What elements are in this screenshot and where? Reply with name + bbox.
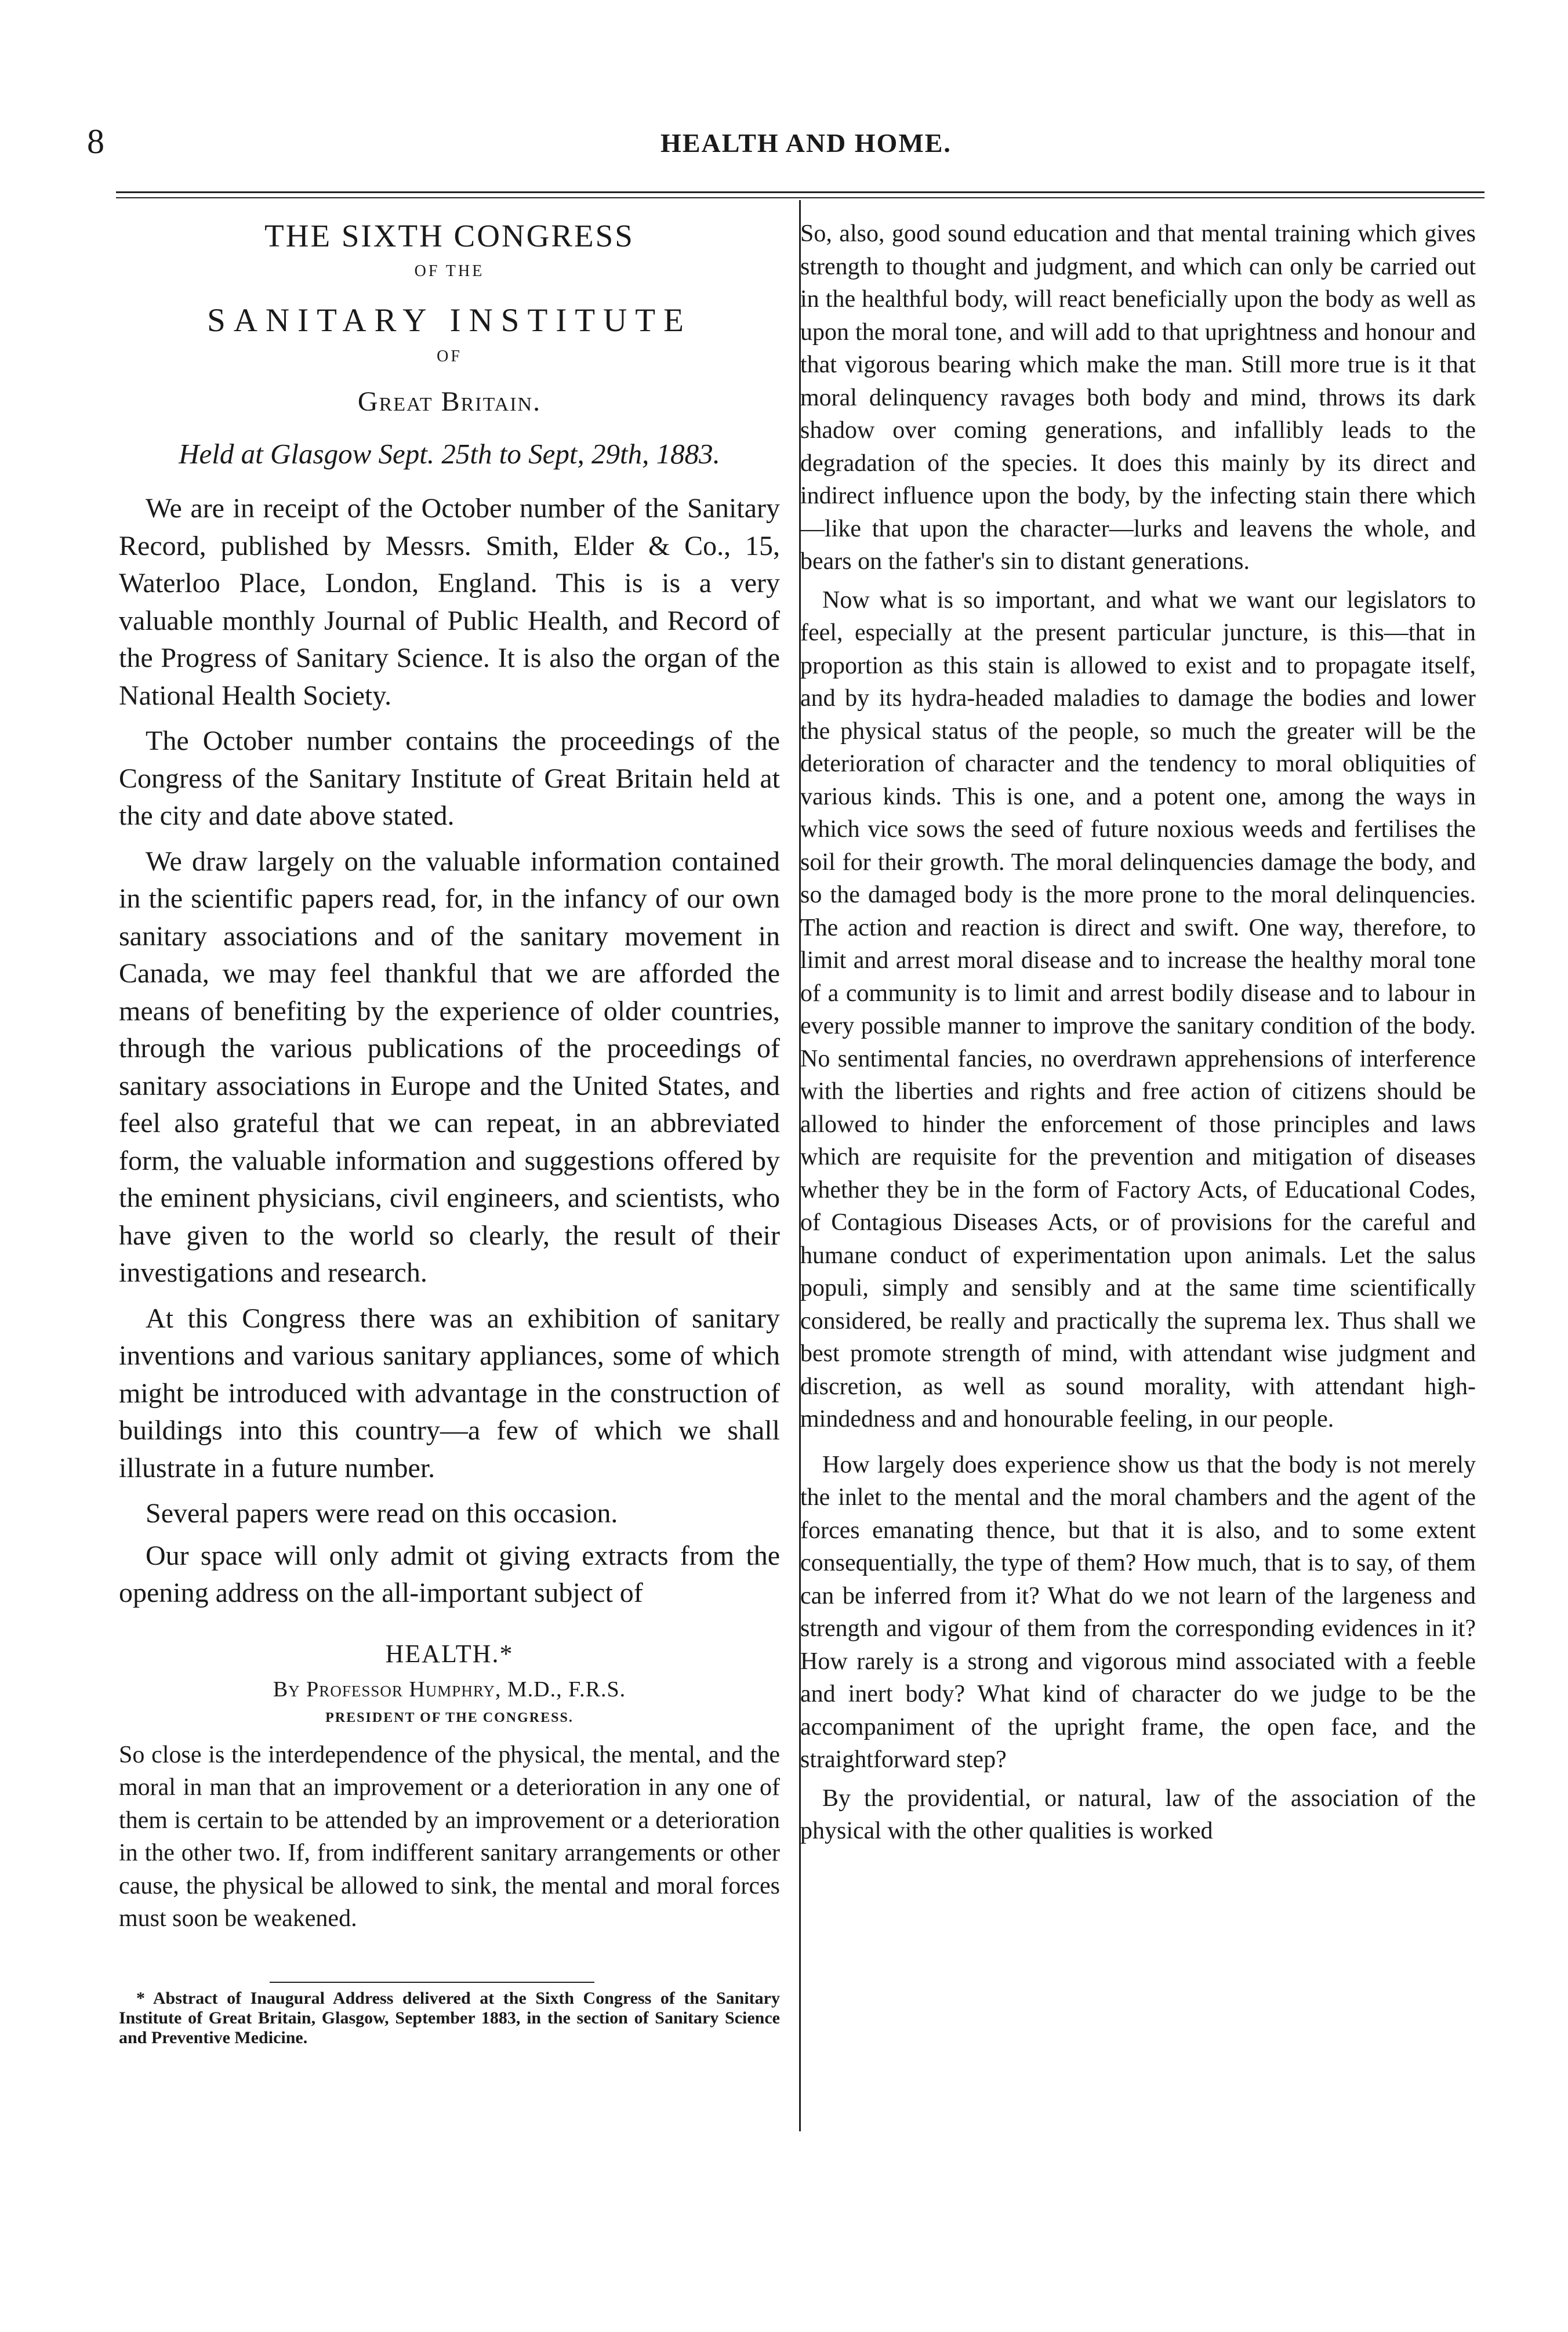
page-header: [87, 116, 1525, 168]
body-paragraph: We draw largely on the valuable information contained in the scientific papers read, for, in the infancy of our own sanitary associations and of the sanitary movement in Canada, we may feel thankful that we are afforded the means of benefiting by the experience of older countries, through the various publications of the proceedings of sanitary associations in Europe and the United States, and feel also grateful that we can repeat, in an abbreviated form, the valuable information and suggestions offered by the eminent physicians, civil engineers, and scientists, who have given to the world so clearly, the result of their investigations and research.: [119, 846, 780, 1288]
section-paragraph: So close is the interdependence of the physical, the mental, and the moral in man that an improvement or a deterioration in any one of them is certain to be attended by an improvement or a deterioration in the other two. If, from indifferent sanitary arrangements or other cause, the physical be allowed to sink, the mental and moral forces must soon be weakened.: [119, 1741, 780, 1932]
body-paragraph: We are in receipt of the October number of the Sanitary Record, published by Messrs. Smith, Elder & Co., 15, Waterloo Place, London, England. This is is a very valuable monthly Journal of Public Health, and Record of the Progress of Sanitary Science. It is also the organ of the National Health Society.: [119, 493, 780, 711]
body-paragraph: The October number contains the proceedings of the Congress of the Sanitary Institute of Great Britain held at the city and date above stated.: [119, 726, 780, 831]
section-heading: HEALTH.*: [385, 1639, 514, 1668]
footnote-rule: [270, 1982, 594, 1983]
article-title-country: Great Britain.: [357, 386, 542, 417]
article-dateline: Held at Glasgow Sept. 25th to Sept, 29th, 1883.: [179, 438, 720, 470]
header-rule: [116, 191, 1484, 193]
body-paragraph: So, also, good sound education and that mental training which gives strength to thought and judgment, and which can only be carried out in the healthful body, will react beneficially upon the body as well as upon the moral tone, and will add to that uprightness and honour and that vigorous bearing which make the man. Still more true is it that moral delinquency ravages both body and mind, throws its dark shadow over coming generations, and infallibly leads to the degradation of the species. It does this mainly by its direct and indirect influence upon the body, by the infecting stain there which—like that upon the character—lurks and leavens the whole, and bears on the father's sin to distant generations.: [800, 220, 1476, 575]
body-paragraph: At this Congress there was an exhibition of sanitary inventions and various sanitary appliances, some of which might be introduced with advantage in the construction of buildings into this country—a few of which we shall illustrate in a future number.: [119, 1303, 780, 1484]
body-paragraph: How largely does experience show us that the body is not merely the inlet to the mental and the moral chambers and the agent of the forces emanating thence, but that it is also, and to some extent consequentially, the type of them? How much, that is to say, of them can be inferred from it? What do we not learn of the largeness and strength and vigour of them from the corresponding evidences in it? How rarely is a strong and vigorous mind associated with a feeble and inert body? What kind of character do we judge to be the accompaniment of the upright frame, the open face, and the straightforward step?: [800, 1451, 1476, 1773]
footnote: * Abstract of Inaugural Address delivered at the Sixth Congress of the Sanitary Institute of Great Britain, Glasgow, September 1883, in the section of Sanitary Science and Preventive Medicine.: [119, 1988, 780, 2047]
title-connector: OF: [437, 347, 462, 365]
left-column: [119, 217, 780, 2048]
body-paragraph: Several papers were read on this occasion.: [146, 1498, 618, 1529]
article-title: THE SIXTH CONGRESS: [264, 218, 634, 253]
page-number: 8: [87, 122, 104, 161]
header-rule-secondary: [116, 197, 1484, 198]
body-paragraph: By the providential, or natural, law of the association of the physical with the other qualities is worked: [800, 1785, 1476, 1844]
body-paragraph: Our space will only admit ot giving extracts from the opening address on the all-important subject of: [119, 1540, 780, 1608]
article-title-institute: SANITARY INSTITUTE: [207, 302, 692, 339]
byline-role: PRESIDENT OF THE CONGRESS.: [325, 1710, 574, 1725]
byline: By Professor Humphry, M.D., F.R.S.: [273, 1677, 626, 1702]
title-connector: OF THE: [414, 262, 485, 280]
right-column: [800, 217, 1476, 1854]
running-head: HEALTH AND HOME.: [660, 128, 952, 158]
body-paragraph: Now what is so important, and what we want our legislators to feel, especially at the present particular juncture, is this—that in proportion as this stain is allowed to exist and to propagate itself, and by its hydra-headed maladies to damage the bodies and lower the physical status of the people, so much the greater will be the deterioration of character and the tendency to moral obliquities of various kinds. This is one, and a potent one, among the ways in which vice sows the seed of future noxious weeds and fertilises the soil for their growth. The moral delinquencies damage the body, and so the damaged body is the more prone to the moral delinquencies. The action and reaction is direct and swift. One way, therefore, to limit and arrest moral disease and to increase the healthy moral tone of a community is to limit and arrest bodily disease and to labour in every possible manner to improve the sanitary condition of the body. No sentimental fancies, no overdrawn apprehensions of interference with the liberties and rights and free action of citizens should be allowed to hinder the enforcement of those principles and laws which are requisite for the prevention and mitigation of diseases whether they be in the form of Factory Acts, of Educational Codes, of Contagious Diseases Acts, or of provisions for the careful and humane conduct of experimentation upon animals. Let the salus populi, simply and sensibly and at the same time scientifically considered, be really and practically the suprema lex. Thus shall we best promote strength of mind, with attendant wise judgment and discretion, as well as sound morality, with attendant high-mindedness and and honourable feeling, in our people.: [800, 586, 1476, 1432]
